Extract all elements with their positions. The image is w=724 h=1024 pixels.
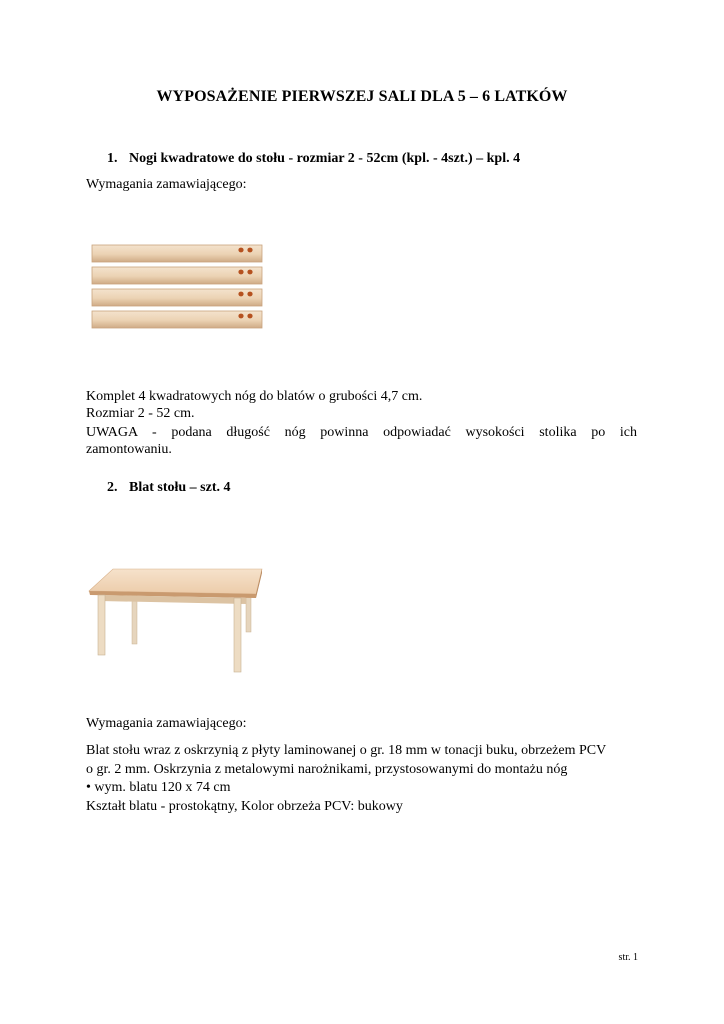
section-1-number: 1. bbox=[107, 151, 118, 166]
section-2-description-line-2: o gr. 2 mm. Oskrzynia z metalowymi narożnikami, przystosowanymi do montażu nóg bbox=[86, 762, 568, 777]
table-top-image bbox=[86, 562, 266, 674]
section-2-number: 2. bbox=[107, 480, 118, 495]
section-2-heading bbox=[107, 480, 231, 496]
section-2-description-line-4: Kształt blatu - prostokątny, Kolor obrzeża PCV: bukowy bbox=[86, 799, 403, 814]
leg-plank-2 bbox=[92, 267, 262, 284]
section-1-requirements-label: Wymagania zamawiającego: bbox=[86, 177, 247, 192]
section-1-heading bbox=[107, 151, 520, 167]
leg-plank-4 bbox=[92, 311, 262, 328]
section-1-heading-text: Nogi kwadratowe do stołu - rozmiar 2 - 52cm (kpl. - 4szt.) – kpl. 4 bbox=[129, 151, 521, 166]
section-2-description-line-3: • wym. blatu 120 x 74 cm bbox=[86, 780, 231, 795]
leg-plank-1 bbox=[92, 245, 262, 262]
section-2-requirements-label: Wymagania zamawiającego: bbox=[86, 716, 247, 731]
page-number: str. 1 bbox=[618, 952, 638, 963]
section-1-description-line-2: Rozmiar 2 - 52 cm. bbox=[86, 406, 195, 421]
table-top-surface bbox=[89, 569, 262, 594]
table-back-leg-right bbox=[246, 592, 251, 632]
section-1-description-line-1: Komplet 4 kwadratowych nóg do blatów o grubości 4,7 cm. bbox=[86, 389, 423, 404]
section-1-description-line-4: zamontowaniu. bbox=[86, 442, 172, 457]
section-2-heading-text: Blat stołu – szt. 4 bbox=[129, 480, 231, 495]
table-front-leg-right bbox=[234, 598, 241, 672]
table-front-leg-left bbox=[98, 595, 105, 655]
leg-plank-3 bbox=[92, 289, 262, 306]
table-legs-image bbox=[90, 243, 266, 335]
page-title: WYPOSAŻENIE PIERWSZEJ SALI DLA 5 – 6 LATKÓW bbox=[156, 88, 568, 105]
section-2-description-line-1: Blat stołu wraz z oskrzynią z płyty laminowanej o gr. 18 mm w tonacji buku, obrzeżem PCV bbox=[86, 743, 607, 758]
section-1-description-line-3: UWAGA - podana długość nóg powinna odpowiadać wysokości stolika po ich bbox=[86, 425, 637, 440]
